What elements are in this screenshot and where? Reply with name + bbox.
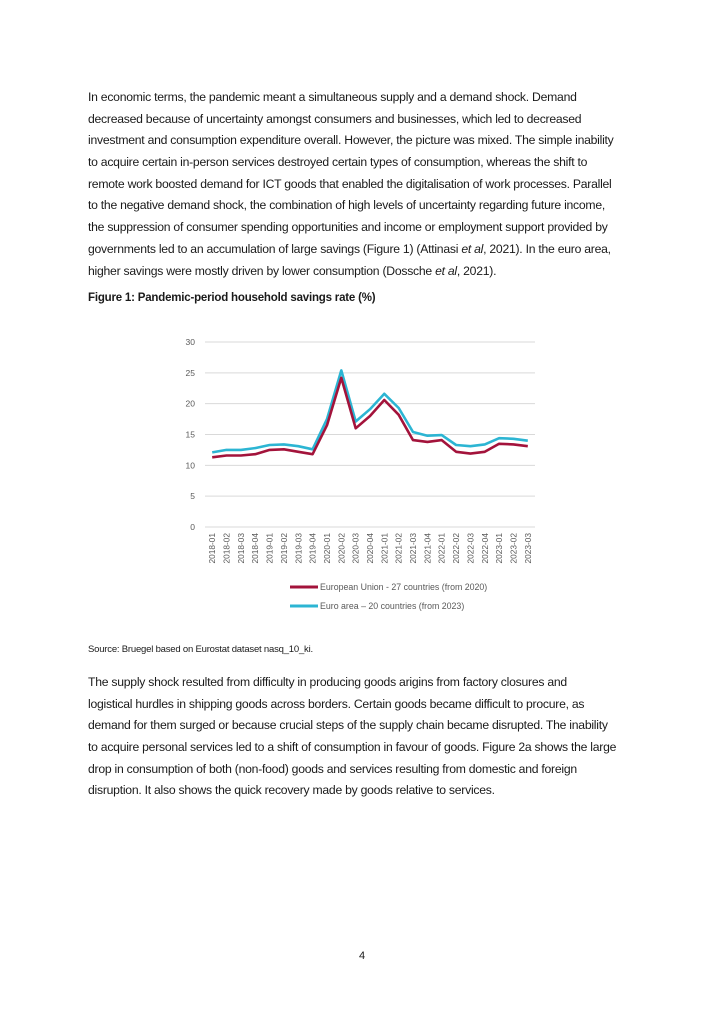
x-tick-label: 2023-03 xyxy=(522,533,533,564)
y-tick-label: 15 xyxy=(185,429,195,440)
text-line: drop in consumption of both (non-food) goods and services resulting from domestic and foreign xyxy=(88,761,577,776)
x-tick-label: 2018-02 xyxy=(221,533,232,564)
body-paragraph-2 xyxy=(88,672,648,802)
text-segment: higher savings were mostly driven by lower consumption (Dossche xyxy=(88,263,436,278)
text-line: demand for them surged or because crucial steps of the supply chain became disrupted. The inability xyxy=(88,718,608,733)
y-tick-label: 0 xyxy=(190,522,195,532)
legend-label: European Union - 27 countries (from 2020) xyxy=(320,582,488,592)
figure-title: Figure 1: Pandemic-period household savings rate (%) xyxy=(88,292,376,304)
x-tick-label: 2021-02 xyxy=(393,533,404,564)
y-tick-label: 25 xyxy=(185,367,195,378)
x-tick-label: 2020-02 xyxy=(336,533,347,564)
x-tick-label: 2020-01 xyxy=(321,533,332,564)
text-line: the suppression of consumer spending opportunities and income or employment support provided by xyxy=(88,220,608,235)
text-line xyxy=(88,261,648,283)
x-tick-label: 2022-02 xyxy=(451,533,462,564)
text-line xyxy=(88,239,648,261)
x-tick-label: 2021-04 xyxy=(422,533,433,564)
x-tick-label: 2019-01 xyxy=(264,533,275,564)
text-line: logistical hurdles in shipping goods across borders. Certain goods became difficult to procure, as xyxy=(88,696,585,711)
body-paragraph-1 xyxy=(88,87,648,282)
y-tick-label: 10 xyxy=(185,460,195,471)
page-number: 4 xyxy=(358,950,366,962)
x-tick-label: 2020-04 xyxy=(365,533,375,564)
x-tick-label: 2018-04 xyxy=(250,533,261,564)
y-tick-label: 5 xyxy=(190,491,195,502)
x-tick-label: 2019-04 xyxy=(307,533,318,564)
x-tick-label: 2021-03 xyxy=(408,533,419,564)
text-line: disruption. It also shows the quick recovery made by goods relative to services. xyxy=(88,783,495,798)
text-segment: , 2021). In the euro area, xyxy=(483,241,611,256)
x-tick-label: 2023-02 xyxy=(508,533,519,564)
citation-italic: et al xyxy=(461,241,484,256)
x-tick-label: 2018-01 xyxy=(207,533,218,564)
x-tick-label: 2023-01 xyxy=(494,533,505,564)
text-line: The supply shock resulted from difficulty in producing goods arigins from factory closures and xyxy=(88,675,567,689)
y-tick-label: 20 xyxy=(185,398,195,409)
x-tick-label: 2021-01 xyxy=(379,533,390,564)
series-line xyxy=(212,370,528,452)
x-tick-label: 2019-03 xyxy=(293,533,304,564)
figure-source: Source: Bruegel based on Eurostat dataset nasq_10_ki. xyxy=(88,644,313,655)
text-line: decreased because of uncertainty amongst consumers and businesses, which led to decreased xyxy=(88,111,582,126)
y-tick-label: 30 xyxy=(185,337,195,347)
x-tick-label: 2019-02 xyxy=(278,533,289,564)
text-segment: , 2021). xyxy=(456,263,497,278)
x-tick-label: 2020-03 xyxy=(350,533,361,564)
text-line: investment and consumption expenditure overall. However, the picture was mixed. The simple inability xyxy=(88,133,614,148)
text-line: to acquire personal services led to a shift of consumption in favour of goods. Figure 2a shows the large xyxy=(88,740,617,755)
savings-rate-chart xyxy=(180,330,560,630)
text-line: remote work boosted demand for ICT goods that enabled the digitalisation of work processes. Parallel xyxy=(88,176,612,191)
x-tick-label: 2022-01 xyxy=(436,533,447,564)
x-tick-label: 2018-03 xyxy=(235,533,246,564)
text-segment: governments led to an accumulation of large savings (Figure 1) (Attinasi xyxy=(88,241,462,256)
text-line: to acquire certain in-person services destroyed certain types of consumption, whereas the shift to xyxy=(88,155,588,170)
x-tick-label: 2022-03 xyxy=(465,533,476,564)
text-line: In economic terms, the pandemic meant a simultaneous supply and a demand shock. Demand xyxy=(88,90,577,104)
text-line: to the negative demand shock, the combination of high levels of uncertainty regarding future income, xyxy=(88,198,605,213)
citation-italic: et al xyxy=(435,263,457,278)
legend-label: Euro area – 20 countries (from 2023) xyxy=(320,601,465,611)
x-tick-label: 2022-04 xyxy=(479,533,490,564)
